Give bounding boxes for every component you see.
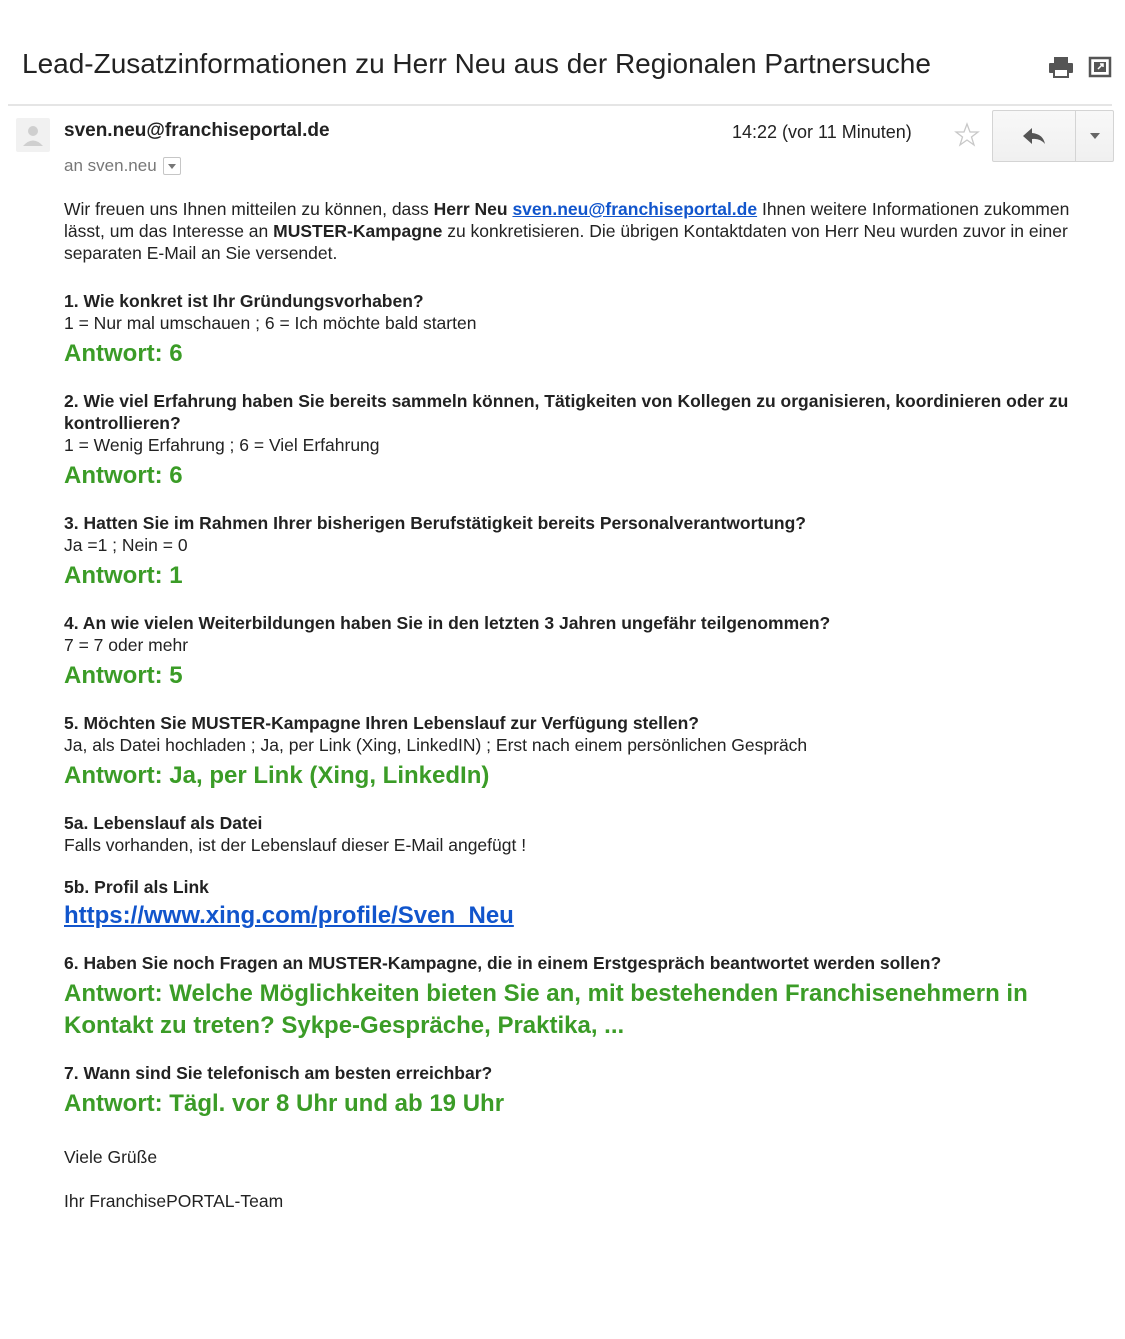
question-options: Ja, als Datei hochladen ; Ja, per Link (Xing, LinkedIN) ; Erst nach einem persönlichen Gespräch	[64, 735, 808, 755]
recipient-details-dropdown[interactable]	[163, 157, 181, 175]
reply-button[interactable]	[993, 111, 1076, 161]
question-scale: 7 = 7 oder mehr	[64, 635, 189, 655]
reply-button-group	[992, 110, 1114, 162]
subject-bar	[8, 0, 1112, 106]
intro-paragraph	[64, 198, 1084, 264]
question-answer: Antwort: 5	[64, 662, 183, 689]
question-answer: Antwort: 6	[64, 340, 183, 367]
question-answer: Antwort: Ja, per Link (Xing, LinkedIn)	[64, 762, 490, 789]
question-answer: Antwort: Welche Möglichkeiten bieten Sie an, mit bestehenden Franchisenehmern in Kontakt zu treten? Sykpe-Gespräche, Praktika, ...	[64, 980, 1028, 1039]
question-4	[64, 612, 1084, 692]
question-answer: Antwort: 1	[64, 562, 183, 589]
question-5	[64, 712, 1084, 792]
reply-icon	[1021, 126, 1047, 146]
intro-text-1: Wir freuen uns Ihnen mitteilen zu können, dass	[64, 199, 434, 219]
profile-link[interactable]: https://www.xing.com/profile/Sven_Neu	[64, 902, 514, 929]
question-5b	[64, 876, 1084, 932]
recipient-name: sven.neu	[87, 156, 157, 175]
question-answer: Antwort: Tägl. vor 8 Uhr und ab 19 Uhr	[64, 1090, 505, 1117]
lead-name: Herr Neu	[433, 199, 508, 219]
email-body	[64, 198, 1084, 1212]
star-icon[interactable]	[954, 122, 980, 148]
intro-text-2: Ihnen weitere Informationen zukommen lässt, um das Interesse an	[64, 199, 1070, 241]
question-scale: 1 = Nur mal umschauen ; 6 = Ich möchte bald starten	[64, 313, 477, 333]
sender-address[interactable]: sven.neu@franchiseportal.de	[64, 120, 330, 141]
question-1	[64, 290, 1084, 370]
question-title: 6. Haben Sie noch Fragen an MUSTER-Kampagne, die in einem Erstgespräch beantwortet werden sollen?	[64, 953, 942, 973]
question-6	[64, 952, 1084, 1042]
question-2	[64, 390, 1084, 492]
question-answer: Antwort: 6	[64, 462, 183, 489]
signature: Ihr FranchisePORTAL-Team	[64, 1191, 284, 1211]
avatar-icon	[16, 118, 50, 152]
recipient-prefix: an	[64, 156, 83, 175]
question-scale: 1 = Wenig Erfahrung ; 6 = Viel Erfahrung	[64, 435, 380, 455]
question-title: 1. Wie konkret ist Ihr Gründungsvorhaben?	[64, 291, 424, 311]
recipient-line	[64, 156, 181, 176]
chevron-down-icon	[1090, 133, 1100, 139]
question-scale: Ja =1 ; Nein = 0	[64, 535, 188, 555]
more-options-button[interactable]	[1076, 111, 1113, 161]
lead-email-link[interactable]: sven.neu@franchiseportal.de	[512, 199, 758, 219]
question-3	[64, 512, 1084, 592]
question-title: 7. Wann sind Sie telefonisch am besten erreichbar?	[64, 1063, 493, 1083]
print-icon[interactable]	[1048, 56, 1074, 78]
question-5a	[64, 812, 1084, 856]
question-title: 3. Hatten Sie im Rahmen Ihrer bisherigen Berufstätigkeit bereits Personalverantwortung?	[64, 513, 806, 533]
closing-greeting: Viele Grüße	[64, 1147, 158, 1167]
question-title: 2. Wie viel Erfahrung haben Sie bereits sammeln können, Tätigkeiten von Kollegen zu organisieren, koordinieren oder zu kontrollieren?	[64, 391, 1069, 433]
intro-text-3: zu konkretisieren. Die übrigen Kontaktdaten von Herr Neu wurden zuvor in einer separaten E-Mail an Sie versendet.	[64, 221, 1068, 263]
question-desc: Falls vorhanden, ist der Lebenslauf dieser E-Mail angefügt !	[64, 835, 527, 855]
question-title: 4. An wie vielen Weiterbildungen haben Sie in den letzten 3 Jahren ungefähr teilgenommen?	[64, 613, 831, 633]
campaign-name: MUSTER-Kampagne	[273, 221, 443, 241]
question-title: 5a. Lebenslauf als Datei	[64, 813, 263, 833]
question-title: 5. Möchten Sie MUSTER-Kampagne Ihren Lebenslauf zur Verfügung stellen?	[64, 713, 699, 733]
email-subject: Lead-Zusatzinformationen zu Herr Neu aus der Regionalen Partnersuche	[22, 48, 931, 79]
email-timestamp: 14:22 (vor 11 Minuten)	[732, 122, 912, 142]
question-title: 5b. Profil als Link	[64, 877, 209, 897]
question-7	[64, 1062, 1084, 1120]
new-window-icon[interactable]	[1088, 56, 1112, 78]
